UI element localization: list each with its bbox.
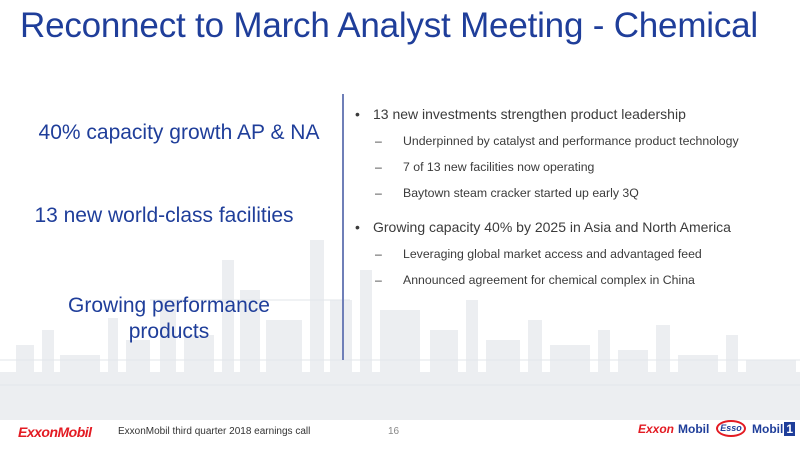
mobil1-logo <box>752 422 795 436</box>
dash-icon: – <box>375 134 382 148</box>
sub-bullet-item <box>355 272 795 289</box>
bullet-text: Growing capacity 40% by 2025 in Asia and North America <box>373 219 731 235</box>
page-number: 16 <box>388 426 400 437</box>
dash-icon: – <box>375 247 382 261</box>
highlight-new-facilities: 13 new world-class facilities <box>34 204 294 227</box>
dash-icon: – <box>375 160 382 174</box>
bullet-item <box>355 217 795 237</box>
highlights-column <box>0 0 345 450</box>
mobil1-number: 1 <box>786 422 794 436</box>
sub-bullet-text: 7 of 13 new facilities now operating <box>403 160 595 174</box>
footer-caption: ExxonMobil third quarter 2018 earnings call <box>118 426 311 437</box>
mobil1-word: Mobil <box>752 422 784 436</box>
mobil-logo: Mobil <box>678 422 710 436</box>
exxonmobil-logo: ExxonMobil <box>18 424 92 440</box>
exxon-logo: Exxon <box>638 422 675 436</box>
highlight-capacity-growth: 40% capacity growth AP & NA <box>38 121 320 144</box>
dash-icon: – <box>375 273 382 287</box>
sub-bullet-item <box>355 133 795 150</box>
sub-bullet-text: Baytown steam cracker started up early 3Q <box>403 186 639 200</box>
bullet-dot-icon: • <box>355 106 360 122</box>
sub-bullet-text: Announced agreement for chemical complex in China <box>403 273 695 287</box>
bullet-text: 13 new investments strengthen product leadership <box>373 106 686 122</box>
brand-logos <box>638 420 798 442</box>
highlight-performance-products: Growing performance products <box>68 294 270 343</box>
esso-logo: Esso <box>716 420 746 437</box>
bullet-dot-icon: • <box>355 219 360 235</box>
sub-bullet-item <box>355 185 795 202</box>
sub-bullet-text: Underpinned by catalyst and performance product technology <box>403 134 739 148</box>
sub-bullet-text: Leveraging global market access and advantaged feed <box>403 247 702 261</box>
dash-icon: – <box>375 186 382 200</box>
column-divider <box>342 94 344 360</box>
bullet-list <box>355 104 795 289</box>
bullet-gap <box>355 202 795 217</box>
sub-bullet-item <box>355 159 795 176</box>
slide-title: Reconnect to March Analyst Meeting - Chemical <box>20 6 758 45</box>
sub-bullet-item <box>355 246 795 263</box>
bullet-item <box>355 104 795 124</box>
